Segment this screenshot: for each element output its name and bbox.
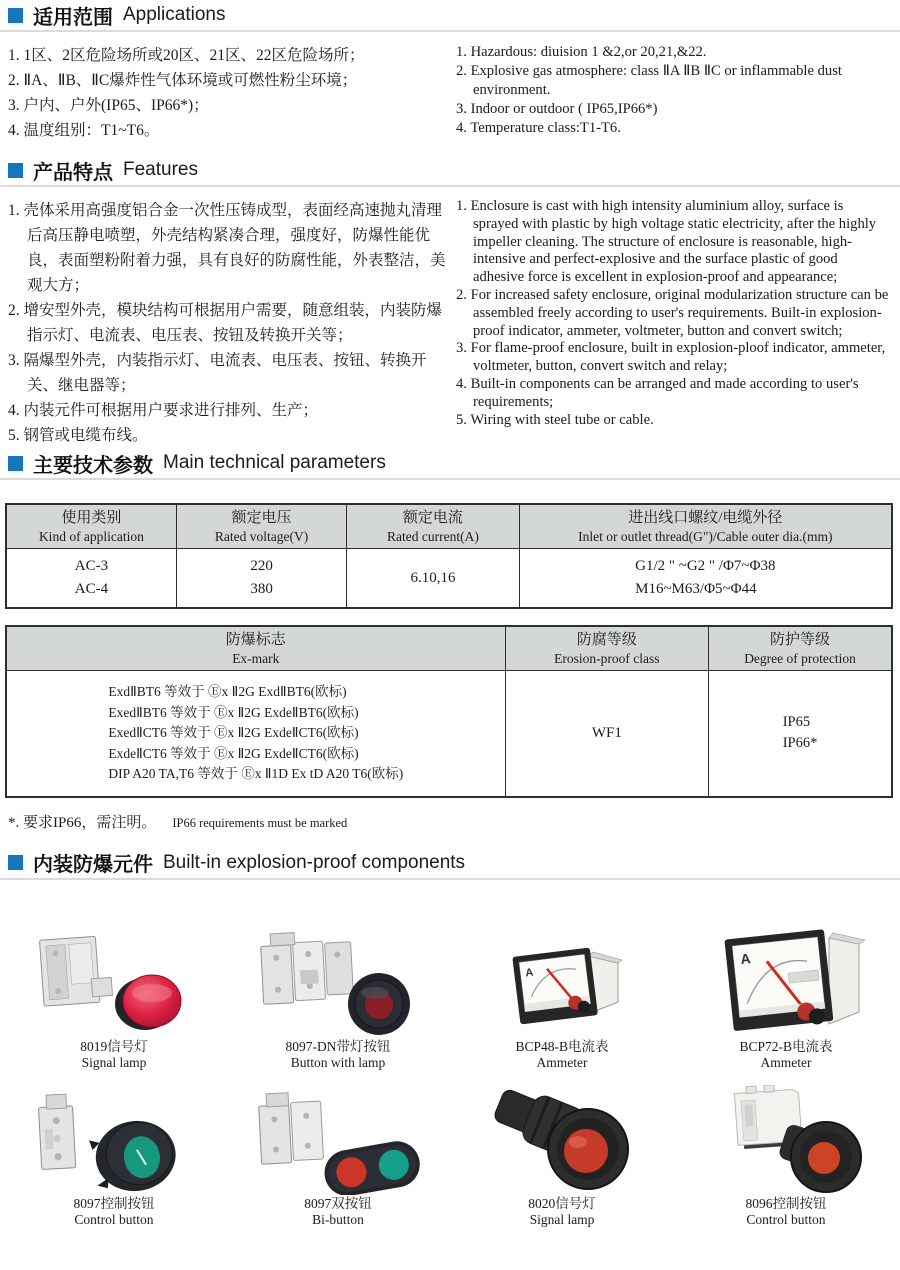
product-name-zh: BCP72-B电流表	[739, 1038, 833, 1054]
table-header-row	[6, 626, 892, 671]
section-header-applications	[0, 0, 900, 32]
section-title-en: Built-in explosion-proof components	[163, 851, 466, 873]
voltage-cell: 220 380	[176, 549, 346, 609]
table-row	[6, 549, 892, 609]
list-item: 4. Temperature class:T1-T6.	[456, 120, 621, 136]
bi-button-photo	[248, 1090, 428, 1195]
control-button-black-photo	[696, 1085, 876, 1195]
products-grid	[0, 880, 900, 1228]
blue-square-icon	[8, 855, 23, 870]
section-title-en: Main technical parameters	[163, 452, 386, 473]
signal-lamp-black-photo	[472, 1085, 652, 1195]
product-name-en: Ammeter	[536, 1054, 588, 1070]
list-item: 1. 壳体采用高强度铝合金一次性压铸成型，表面经高速抛丸清理后高压静电喷塑，外壳结构紧凑合理，强度好，防爆性能优良，表面塑粉附着力强，具有良好的防腐性能，外表整洁，美观大方；	[8, 202, 446, 294]
list-item: 1. Hazardous: diuision 1 &2,or 20,21,&22.	[456, 44, 707, 60]
footnote: *. 要求IP66，需注明。 IP66 requirements must be marked	[8, 814, 348, 831]
section-title-zh: 主要技术参数	[33, 454, 153, 477]
applications-body	[0, 32, 900, 143]
column-header: 额定电流 Rated current(A)	[347, 504, 519, 549]
ammeter-face-label: A	[739, 949, 752, 967]
features-body	[0, 187, 900, 448]
signal-lamp-photo	[24, 930, 204, 1038]
protection-cell: IP65 IP66*	[709, 671, 892, 797]
product-name-en: Signal lamp	[81, 1054, 147, 1070]
signal-lamp-8020-image	[450, 1083, 674, 1195]
column-header: 防腐等级 Erosion-proof class	[505, 626, 708, 671]
product-name-zh: 8019信号灯	[80, 1038, 148, 1054]
ammeter-large-photo	[691, 926, 881, 1038]
product-card	[2, 926, 226, 1071]
list-item: 4. 内装元件可根据用户要求进行排列、生产；	[8, 402, 319, 419]
list-item: 4. Built-in components can be arranged and made according to user's requirements;	[456, 375, 859, 410]
features-list-en	[450, 198, 892, 448]
list-item: 2. ⅡA、ⅡB、ⅡC爆炸性气体环境或可燃性粉尘环境；	[8, 72, 358, 89]
list-item: 5. 钢管或电缆布线。	[8, 427, 148, 444]
current-cell: 6.10,16	[347, 549, 519, 609]
column-header: 使用类别 Kind of application	[6, 504, 176, 549]
product-name-en: Control button	[74, 1211, 154, 1227]
product-card	[674, 926, 898, 1071]
list-item: 1. Enclosure is cast with high intensity aluminium alloy, surface is sprayed with plastic by high voltage static electricity, after the highly impeller cleaning. The structure of enclosure is reasonable, high-intensive and perfect-explosive and the surface plastic of good adhesive force is excellent in explosion-proof and appearance;	[456, 198, 877, 286]
product-card	[674, 1083, 898, 1228]
kind-cell: AC-3 AC-4	[6, 549, 176, 609]
ex-mark-table	[5, 625, 893, 798]
button-with-lamp-image	[226, 926, 450, 1038]
product-card	[2, 1083, 226, 1228]
list-item: 3. 隔爆型外壳，内装指示灯、电流表、电压表、按钮、转换开关、继电器等；	[8, 352, 427, 394]
product-name-zh: 8097双按钮	[304, 1195, 372, 1211]
features-list-zh	[0, 198, 450, 448]
column-header: 进出线口螺纹/电缆外径 Inlet or outlet thread(G")/Cable outer dia.(mm)	[519, 504, 892, 549]
section-title-zh: 产品特点	[33, 161, 113, 184]
section-title-en: Features	[123, 159, 198, 180]
product-name-zh: 8096控制按钮	[745, 1195, 827, 1211]
ratings-table	[5, 503, 893, 609]
button-with-lamp-photo	[248, 930, 428, 1038]
product-name-en: Bi-button	[312, 1211, 364, 1227]
product-card	[450, 926, 674, 1071]
table-row	[6, 671, 892, 797]
ammeter-small-image	[450, 926, 674, 1038]
list-item: 2. Explosive gas atmosphere: class ⅡA ⅡB ⅡC or inflammable dust environment.	[456, 63, 842, 98]
applications-list-zh	[0, 43, 450, 143]
product-card	[226, 1083, 450, 1228]
section-header-features	[0, 155, 900, 187]
product-name-zh: 8097-DN带灯按钮	[285, 1038, 391, 1054]
applications-list-en	[450, 43, 892, 143]
list-item: 3. Indoor or outdoor ( IP65,IP66*)	[456, 101, 658, 117]
ammeter-face-label: A	[524, 966, 535, 979]
ex-mark-cell: ExdⅡBT6 等效于 Ⓔx Ⅱ2G ExdⅡBT6(欧标) ExedⅡBT6 等效于 Ⓔx Ⅱ2G ExdeⅡBT6(欧标) ExedⅡCT6 等效于 Ⓔx Ⅱ2G ExdeⅡCT6(欧标) ExdeⅡCT6 等效于 Ⓔx Ⅱ2G ExdeⅡCT6(欧标) DIP A20 TA,T6 等效于 Ⓔx Ⅱ1D Ex tD A20 T6(欧标)	[6, 671, 505, 797]
ammeter-large-image	[674, 926, 898, 1038]
blue-square-icon	[8, 163, 23, 178]
list-item: 2. 增安型外壳，模块结构可根据用户需要，随意组装，内装防爆指示灯、电流表、电压表、按钮及转换开关等；	[8, 302, 443, 344]
product-name-zh: BCP48-B电流表	[515, 1038, 609, 1054]
product-card	[450, 1083, 674, 1228]
column-header: 额定电压 Rated voltage(V)	[176, 504, 346, 549]
signal-lamp-8019-image	[2, 926, 226, 1038]
product-card	[226, 926, 450, 1071]
product-name-zh: 8020信号灯	[528, 1195, 596, 1211]
list-item: 4. 温度组别：T1~T6。	[8, 122, 160, 139]
section-title-en: Applications	[123, 4, 226, 25]
list-item: 5. Wiring with steel tube or cable.	[456, 411, 654, 428]
column-header: 防护等级 Degree of protection	[709, 626, 892, 671]
list-item: 3. 户内、户外(IP65、IP66*)；	[8, 97, 209, 114]
product-name-en: Ammeter	[760, 1054, 812, 1070]
product-name-en: Control button	[746, 1211, 826, 1227]
product-name-en: Button with lamp	[290, 1054, 386, 1070]
blue-square-icon	[8, 8, 23, 23]
erosion-cell: WF1	[505, 671, 708, 797]
column-header: 防爆标志 Ex-mark	[6, 626, 505, 671]
blue-square-icon	[8, 456, 23, 471]
control-button-photo	[24, 1090, 204, 1195]
section-header-parameters	[0, 448, 900, 480]
section-title-zh: 适用范围	[33, 6, 113, 29]
list-item: 1. 1区、2区危险场所或20区、21区、22区危险场所；	[8, 47, 365, 64]
section-title-zh: 内装防爆元件	[33, 854, 153, 876]
control-button-8096-image	[674, 1083, 898, 1195]
table-header-row	[6, 504, 892, 549]
thread-cell: G1/2 " ~G2 " /Φ7~Φ38 M16~M63/Φ5~Φ44	[519, 549, 892, 609]
bi-button-image	[226, 1083, 450, 1195]
control-button-green-image	[2, 1083, 226, 1195]
list-item: 2. For increased safety enclosure, original modularization structure can be assembled freely according to user's requirements. Built-in explosion-proof indicator, ammeter, voltmeter, button and convert switch;	[456, 286, 889, 339]
product-name-zh: 8097控制按钮	[73, 1195, 155, 1211]
section-header-components	[0, 848, 900, 880]
product-name-en: Signal lamp	[529, 1211, 595, 1227]
list-item: 3. For flame-proof enclosure, built in explosion-ploof indicator, ammeter, voltmeter, button, convert switch and relay;	[456, 340, 886, 375]
ammeter-small-photo	[472, 930, 652, 1038]
